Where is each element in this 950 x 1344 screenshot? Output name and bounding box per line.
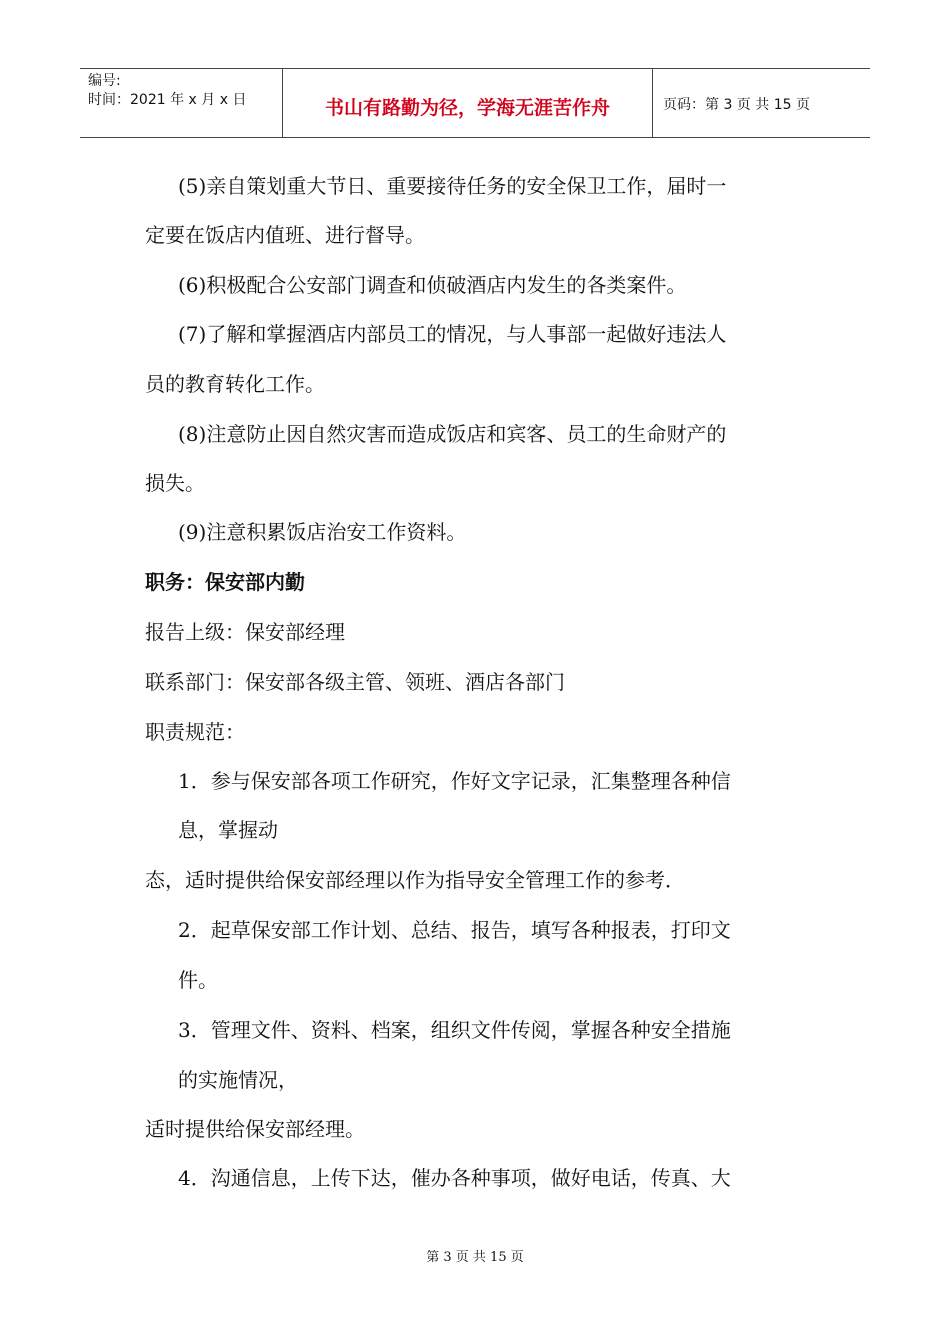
paragraph-line: 态，适时提供给保安部经理以作为指导安全管理工作的参考． xyxy=(145,868,685,892)
document-number-label: 编号: xyxy=(88,73,121,89)
paragraph-line: (6)积极配合公安部门调查和侦破酒店内发生的各类案件。 xyxy=(178,273,687,297)
document-date: 时间：2021 年 x 月 x 日 xyxy=(88,92,247,108)
paragraph-line: 定要在饭店内值班、进行督导。 xyxy=(145,223,425,247)
list-item-line: 4．沟通信息，上传下达，催办各种事项，做好电话，传真、大 xyxy=(178,1166,731,1190)
section-heading: 职务：保安部内勤 xyxy=(145,570,305,594)
page-footer: 第 3 页 共 15 页 xyxy=(426,1250,524,1265)
paragraph-line: (7)了解和掌握酒店内部员工的情况，与人事部一起做好违法人 xyxy=(178,322,727,346)
paragraph-line: 员的教育转化工作。 xyxy=(145,372,325,396)
paragraph-line: 损失。 xyxy=(145,471,205,495)
paragraph-line: 报告上级：保安部经理 xyxy=(145,620,345,644)
paragraph-line: (5)亲自策划重大节日、重要接待任务的安全保卫工作，届时一 xyxy=(178,174,727,198)
paragraph-line: 适时提供给保安部经理。 xyxy=(145,1117,365,1141)
header-motto: 书山有路勤为径，学海无涯苦作舟 xyxy=(283,69,653,137)
paragraph-line: 职责规范： xyxy=(145,720,245,744)
header-meta xyxy=(80,69,283,137)
paragraph-line: 联系部门：保安部各级主管、领班、酒店各部门 xyxy=(145,670,565,694)
header-page-info: 页码：第 3 页 共 15 页 xyxy=(663,97,810,113)
paragraph-line: (9)注意积累饭店治安工作资料。 xyxy=(178,520,467,544)
list-item-line: 1．参与保安部各项工作研究，作好文字记录，汇集整理各种信 xyxy=(178,769,731,793)
list-item-line: 3．管理文件、资料、档案，组织文件传阅，掌握各种安全措施 xyxy=(178,1018,731,1042)
list-item-line: 件。 xyxy=(178,968,218,992)
list-item-line: 2．起草保安部工作计划、总结、报告，填写各种报表，打印文 xyxy=(178,918,731,942)
paragraph-line: (8)注意防止因自然灾害而造成饭店和宾客、员工的生命财产的 xyxy=(178,422,727,446)
page-header xyxy=(80,68,870,138)
list-item-line: 的实施情况， xyxy=(178,1068,298,1092)
list-item-line: 息，掌握动 xyxy=(178,818,278,842)
